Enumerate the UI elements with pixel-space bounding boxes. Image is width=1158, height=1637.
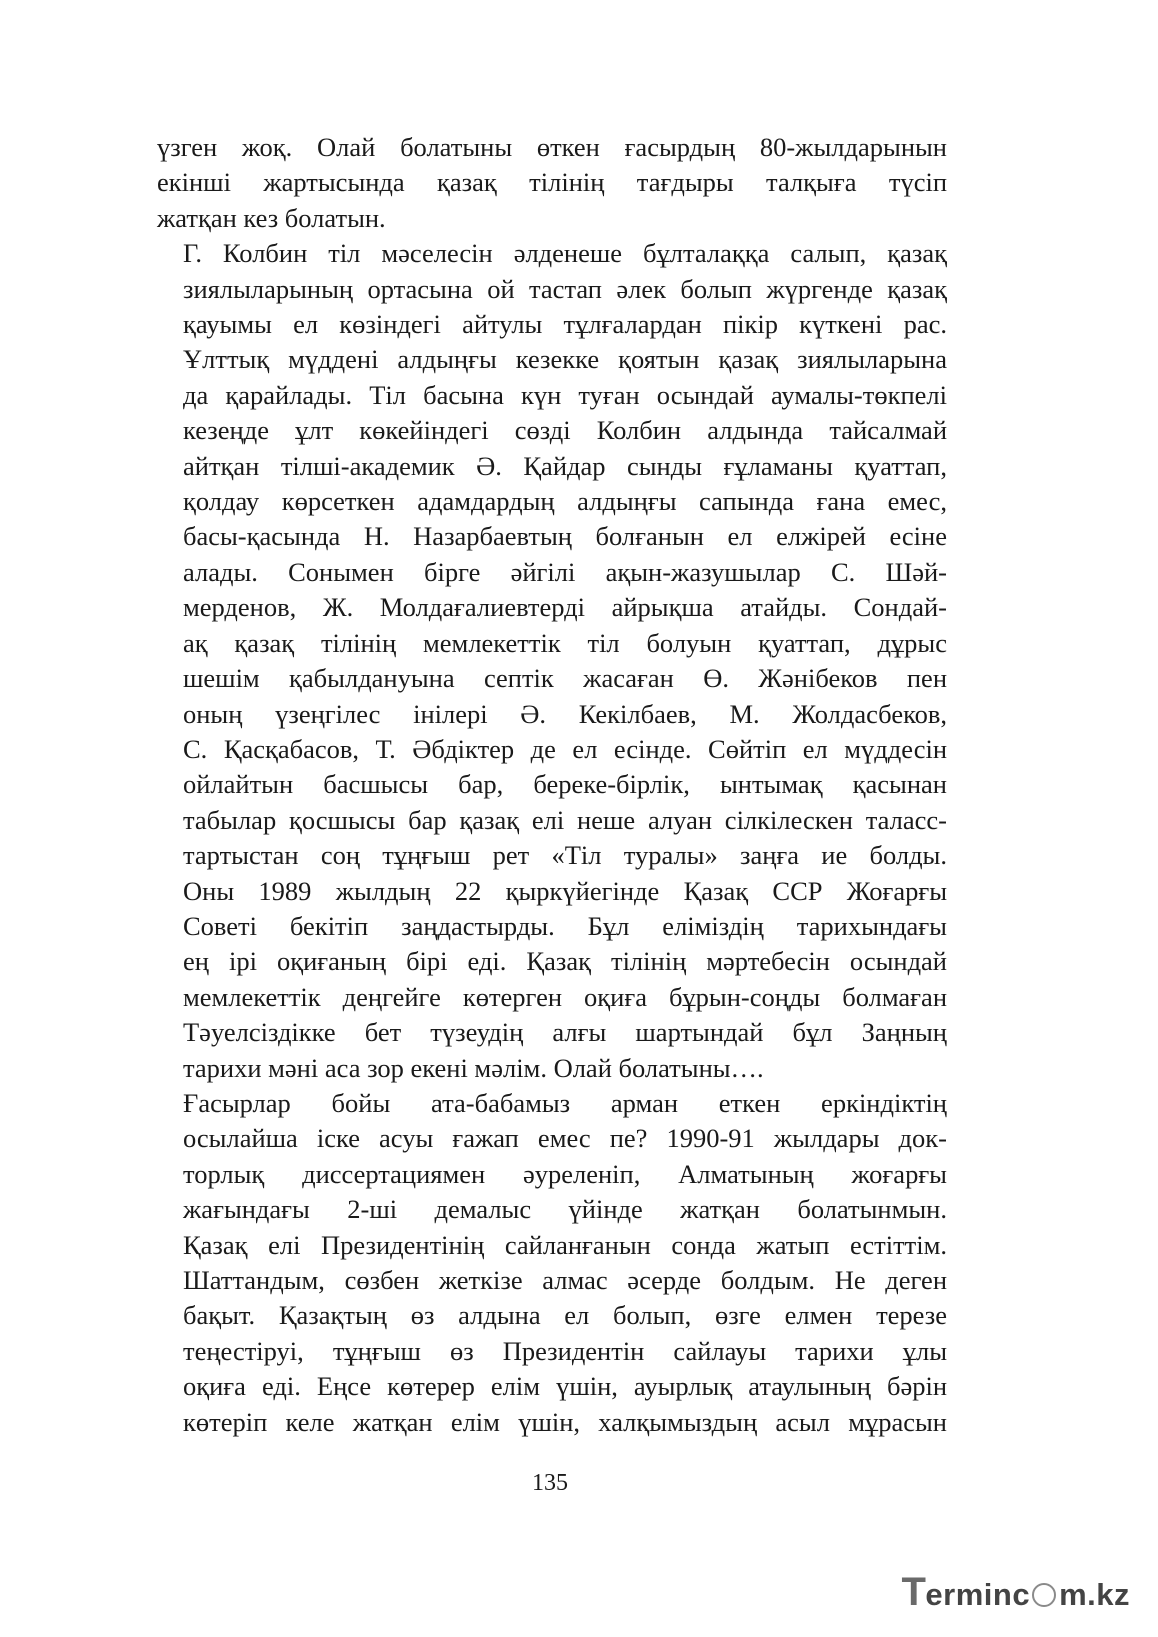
text-line: Қазақ елі Президентінің сайланғанын сонда жатып естіттім. — [183, 1229, 947, 1260]
watermark-logo — [901, 1570, 1130, 1615]
page-number: 135 — [532, 1470, 568, 1496]
text-line: көтеріп келе жатқан елім үшін, халқымыздың асыл мұрасын — [183, 1406, 947, 1437]
watermark-tail: m.kz — [1059, 1577, 1130, 1612]
text-line: табылар қосшысы бар қазақ елі неше алуан сілкілескен таласс- — [183, 804, 947, 835]
text-line: мерденов, Ж. Молдағалиевтерді айрықша атайды. Сондай- — [183, 592, 947, 623]
text-line: қолдау көрсеткен адамдардың алдыңғы сапында ғана емес, — [183, 486, 947, 517]
watermark-middle: erminc — [925, 1577, 1031, 1612]
text-line: Г. Колбин тіл мәселесін әлденеше бұлталаққа салып, қазақ — [183, 238, 947, 269]
text-line: оның үзеңгілес інілері Ә. Кекілбаев, М. Жолдасбеков, — [183, 698, 947, 729]
magnifier-icon — [1032, 1583, 1056, 1607]
text-line: үзген жоқ. Олай болатыны өткен ғасырдың 80-жылдарынын — [157, 132, 947, 162]
text-line: Советі бекітіп заңдастырды. Бұл еліміздің тарихындағы — [183, 910, 947, 941]
text-line: тартыстан соң тұңғыш рет «Тіл туралы» заңға ие болды. — [183, 840, 947, 871]
page-body — [157, 130, 947, 1440]
text-line: да қарайлады. Тіл басына күн туған осындай аумалы-төкпелі — [183, 379, 947, 410]
text-line: торлық диссертациямен әуреленіп, Алматының жоғарғы — [183, 1158, 947, 1189]
text-line: Ұлттық мүддені алдыңғы кезекке қоятын қазақ зиялыларына — [183, 344, 947, 375]
text-line: ойлайтын басшысы бар, береке-бірлік, ынтымақ қасынан — [183, 769, 947, 800]
text-line: кезеңде ұлт көкейіндегі сөзді Колбин алдында тайсалмай — [183, 415, 947, 446]
text-line: Тәуелсіздікке бет түзеудің алғы шартындай бұл Заңның — [183, 1017, 947, 1048]
text-line: оқиға еді. Еңсе көтерер елім үшін, ауырлық атаулының бәрін — [183, 1371, 947, 1402]
text-line: теңестіруі, тұңғыш өз Президентін сайлауы тарихи ұлы — [183, 1335, 947, 1366]
text-line: зиялыларының ортасына ой тастап әлек болып жүргенде қазақ — [183, 273, 947, 304]
text-line: Ғасырлар бойы ата-бабамыз арман еткен еркіндіктің — [183, 1087, 947, 1118]
text-line: Шаттандым, сөзбен жеткізе алмас әсерде болдым. Не деген — [183, 1265, 947, 1295]
paragraph-1 — [157, 130, 947, 236]
paragraph-3 — [157, 1086, 947, 1440]
text-line: бақыт. Қазақтың өз алдына ел болып, өзге елмен терезе — [183, 1300, 947, 1331]
paragraph-2 — [157, 236, 947, 1086]
text-line: осылайша іске асуы ғажап емес пе? 1990-91 жылдары док- — [183, 1123, 947, 1154]
text-line: екінші жартысында қазақ тілінің тағдыры талқыға түсіп — [157, 167, 947, 198]
text-line: алады. Сонымен бірге әйгілі ақын-жазушылар С. Шәй- — [183, 556, 947, 587]
text-line: жатқан кез болатын. — [157, 202, 386, 233]
watermark-initial: T — [901, 1570, 927, 1614]
text-line: жағындағы 2-ші демалыс үйінде жатқан болатынмын. — [183, 1194, 947, 1225]
text-line: басы-қасында Н. Назарбаевтың болғанын ел елжірей есіне — [183, 521, 947, 552]
text-line: шешім қабылдануына септік жасаған Ө. Жәнібеков пен — [183, 663, 947, 694]
text-line: айтқан тілші-академик Ә. Қайдар сынды ғұламаны қуаттап, — [183, 450, 947, 481]
text-line: қауымы ел көзіндегі айтулы тұлғалардан пікір күткені рас. — [183, 309, 947, 340]
text-line: мемлекеттік деңгейге көтерген оқиға бұрын-соңды болмаған — [183, 981, 947, 1012]
text-line: тарихи мәні аса зор екені мәлім. Олай болатыны…. — [183, 1052, 764, 1083]
text-line: С. Қасқабасов, Т. Әбдіктер де ел есінде. Сөйтіп ел мүддесін — [183, 733, 947, 764]
text-line: Оны 1989 жылдың 22 қыркүйегінде Қазақ ССР Жоғарғы — [183, 875, 947, 906]
text-line: ақ қазақ тілінің мемлекеттік тіл болуын қуаттап, дұрыс — [183, 627, 947, 658]
text-line: ең ірі оқиғаның бірі еді. Қазақ тілінің мәртебесін осындай — [183, 946, 947, 977]
